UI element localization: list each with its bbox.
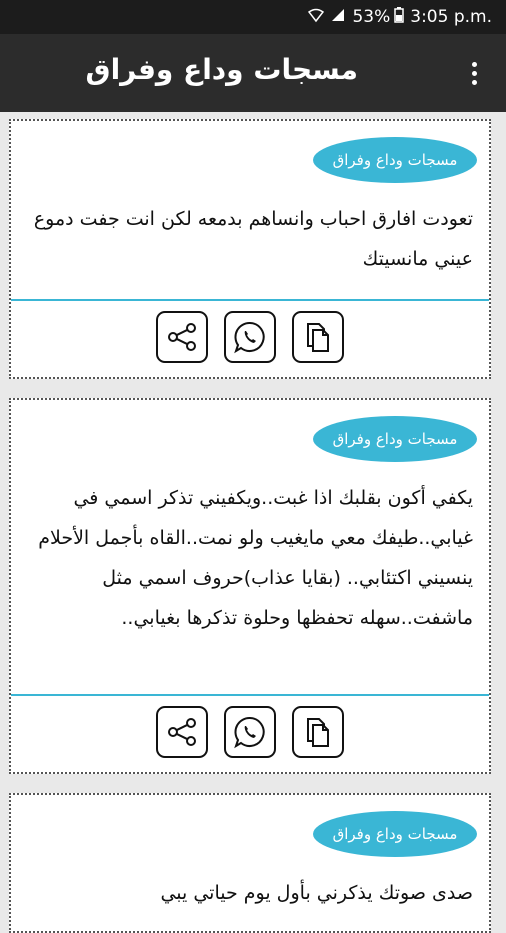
- overflow-menu-icon[interactable]: [462, 56, 486, 90]
- app-bar: [0, 34, 506, 112]
- category-badge: مسجات وداع وفراق: [313, 137, 477, 183]
- copy-button[interactable]: [292, 706, 344, 758]
- signal-icon: [330, 7, 346, 27]
- battery-icon: [394, 7, 404, 27]
- copy-icon: [301, 715, 335, 749]
- copy-icon: [301, 320, 335, 354]
- category-badge: مسجات وداع وفراق: [313, 811, 477, 857]
- action-bar: [11, 311, 489, 363]
- share-button[interactable]: [156, 706, 208, 758]
- divider: [11, 299, 489, 301]
- share-icon: [165, 715, 199, 749]
- message-card: [9, 119, 491, 379]
- status-bar: [0, 0, 506, 34]
- share-icon: [165, 320, 199, 354]
- whatsapp-button[interactable]: [224, 706, 276, 758]
- battery-percent: 53%: [352, 7, 391, 27]
- whatsapp-icon: [233, 320, 267, 354]
- copy-button[interactable]: [292, 311, 344, 363]
- message-text: يكفي أكون بقلبك اذا غبت..ويكفيني تذكر اسمي في غيابي..طيفك معي مايغيب ولو نمت..القاه بأجمل الأحلام ينسيني اكتئابي.. (بقايا عذاب)حروف اسمي مثل ماشفت..سهله تحفظها وحلوة تذكرها بغيابي..: [38, 487, 473, 629]
- message-card: [9, 793, 491, 933]
- wifi-icon: [308, 7, 324, 27]
- message-text: صدى صوتك يذكرني بأول يوم حياتي يبي: [160, 882, 473, 904]
- message-text: تعودت افارق احباب وانساهم بدمعه لكن انت جفت دموع عيني مانسيتك: [33, 208, 473, 270]
- divider: [11, 694, 489, 696]
- share-button[interactable]: [156, 311, 208, 363]
- whatsapp-button[interactable]: [224, 311, 276, 363]
- clock: 3:05 p.m.: [410, 7, 492, 27]
- message-card: [9, 398, 491, 774]
- action-bar: [11, 706, 489, 758]
- app-title: مسجات وداع وفراق: [85, 53, 358, 86]
- category-badge: مسجات وداع وفراق: [313, 416, 477, 462]
- whatsapp-icon: [233, 715, 267, 749]
